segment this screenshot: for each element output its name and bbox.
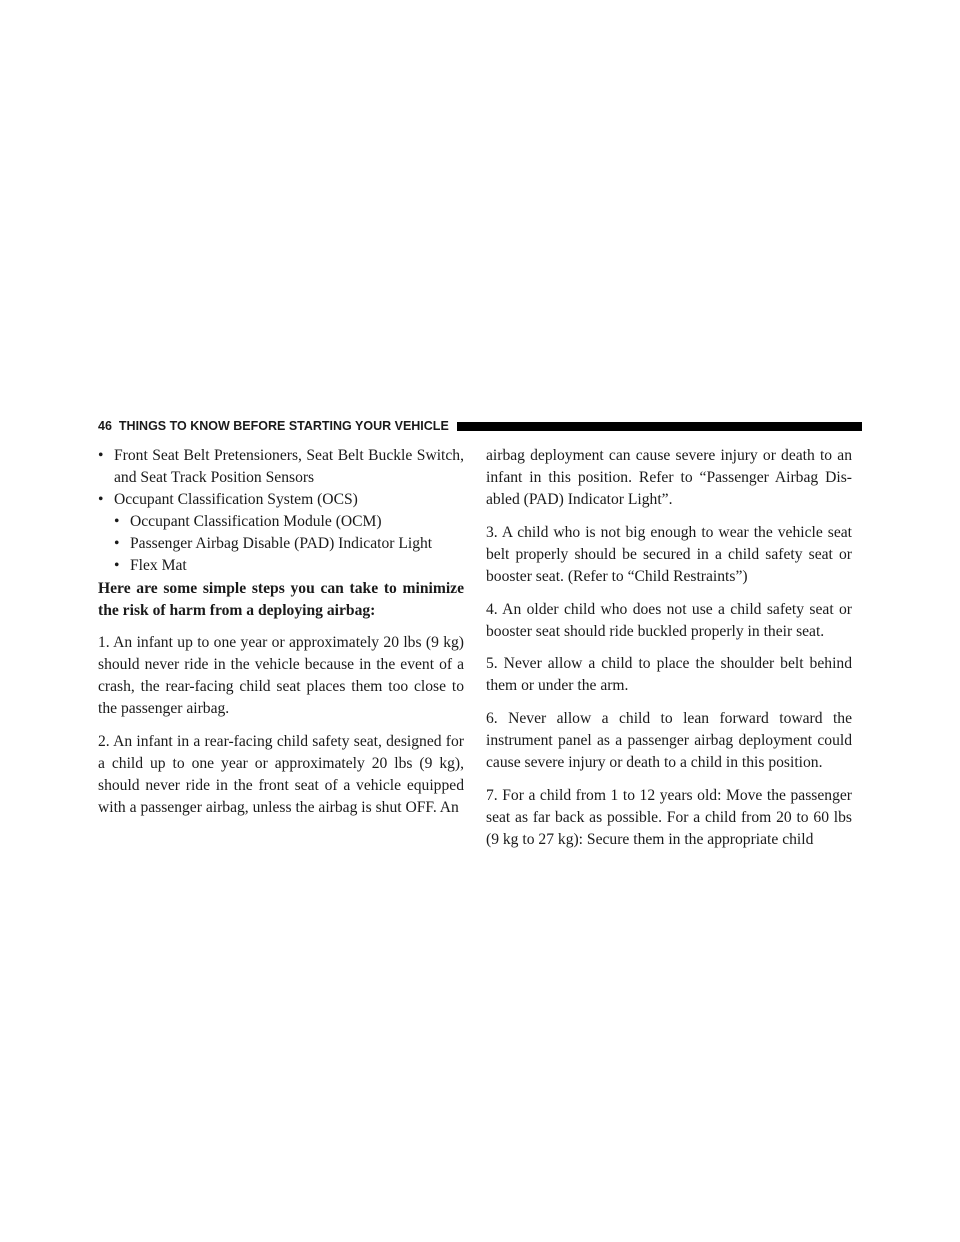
bullet-icon: • — [98, 491, 104, 509]
bullet-text: Flex Mat — [130, 557, 187, 575]
bold-intro-paragraph: Here are some simple steps you can take to minimize the risk of harm from a deploying airbag: — [98, 579, 464, 619]
right-column — [486, 445, 852, 862]
bullet-icon: • — [114, 513, 120, 531]
page-number: 46 — [98, 419, 112, 433]
step-1-paragraph: 1. An infant up to one year or approximately 20 lbs (9 kg) should never ride in the vehicle because in the event of a crash, the rear-facing child seat places them too close to the passenger airbag. — [98, 633, 464, 718]
bullet-icon: • — [98, 447, 104, 464]
page-header — [98, 416, 862, 436]
sub-list-item — [114, 533, 464, 555]
bullet-text: Occupant Classification Module (OCM) — [130, 513, 382, 531]
step-2-continued-paragraph: airbag deployment can cause severe injury or death to an infant in this position. Refer to “Passenger Airbag Dis-abled (PAD) Indicator Light”. — [486, 447, 852, 509]
section-title: THINGS TO KNOW BEFORE STARTING YOUR VEHICLE — [118, 419, 449, 433]
bullet-text: Front Seat Belt Pretensioners, Seat Belt Buckle Switch, and Seat Track Position Sensors — [114, 447, 464, 487]
header-rule — [457, 422, 862, 431]
sub-list-item — [114, 555, 464, 577]
sub-list-item — [114, 511, 464, 533]
step-3-paragraph: 3. A child who is not big enough to wear the vehicle seat belt properly should be secured in a child safety seat or booster seat. (Refer to “Child Restraints”) — [486, 523, 852, 585]
step-4-paragraph: 4. An older child who does not use a child safety seat or booster seat should ride buckled properly in their seat. — [486, 600, 852, 640]
step-6-paragraph: 6. Never allow a child to lean forward toward the instrument panel as a passenger airbag deployment could cause severe injury or death to a child in this position. — [486, 709, 852, 772]
bullet-icon: • — [114, 535, 120, 553]
step-7-paragraph: 7. For a child from 1 to 12 years old: Move the passenger seat as far back as possible. For a child from 20 to 60 lbs (9 kg to 27 kg): Secure them in the appropriate child — [486, 786, 852, 848]
list-item — [98, 445, 464, 489]
list-item — [98, 489, 464, 511]
bullet-text: Occupant Classification System (OCS) — [114, 491, 358, 509]
bullet-icon: • — [114, 557, 120, 575]
step-5-paragraph: 5. Never allow a child to place the shoulder belt behind them or under the arm. — [486, 655, 852, 695]
left-column — [98, 445, 464, 830]
bullet-text: Passenger Airbag Disable (PAD) Indicator Light — [130, 535, 433, 553]
step-2-paragraph: 2. An infant in a rear-facing child safety seat, designed for a child up to one year or approximately 20 lbs (9 kg), should never ride in the front seat of a vehicle equipped with a passenger airbag, unless the airbag is shut OFF. An — [98, 732, 464, 816]
